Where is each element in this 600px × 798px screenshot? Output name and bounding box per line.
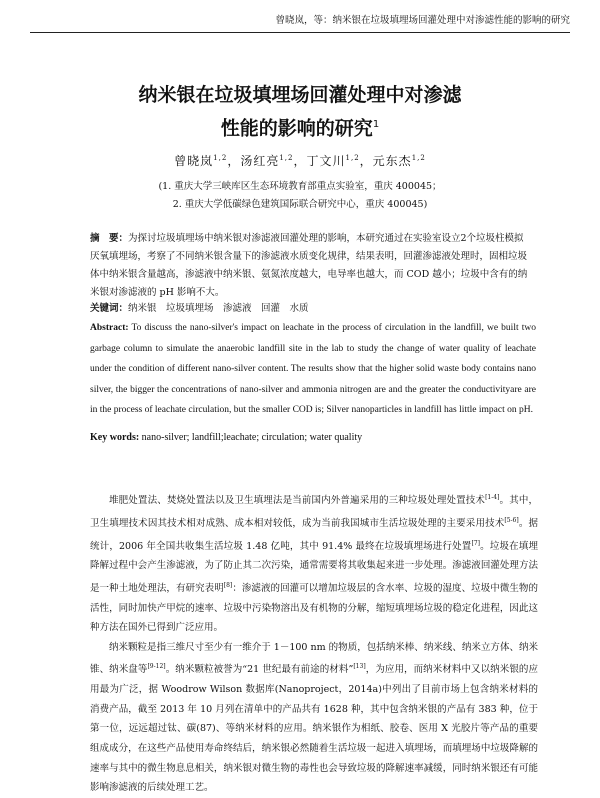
citation-mark: [7] [471, 539, 480, 547]
author-name: 丁文川 [306, 154, 346, 168]
citation-mark: [5-6] [504, 516, 519, 524]
title-line-2 [60, 110, 540, 143]
body-text-run: 堆肥处置法、焚烧处置法以及卫生填埋法是当前国内外普遍采用的三种垃圾处理处置技术 [109, 495, 486, 507]
keywords-chinese [90, 300, 528, 314]
keywords-cn-text: 纳米银 垃圾填埋场 渗滤液 回灌 水质 [128, 303, 309, 314]
keywords-en-label: Key words: [90, 432, 140, 443]
keywords-english [90, 432, 536, 443]
title-line-2-text: 性能的影响的研究 [220, 117, 373, 140]
author-affil-mark: 1,2 [345, 154, 360, 162]
author-list: 曾晓岚$^{1,2}$，汤红亮$^{1,2}$，丁文川$^{1,2}$，元东杰$^{1,2}$ [174, 154, 426, 168]
author-affil-mark: 1,2 [411, 154, 426, 162]
keywords-en-text: nano-silver; landfill;leachate; circulation; water quality [141, 432, 363, 443]
body-text [90, 488, 538, 798]
citation-mark: [13] [353, 663, 366, 671]
body-text-run: ，为应用，而纳米材料中又以纳米银的应用最为广泛，据 Woodrow Wilson 数据库(Nanoproject，2014a)中列出了目前市场上包含纳米材料的消费产品，截至 2013 年 10 月列在清单中的产品共有 1628 种，其中包含纳米银的产品有 383 种，位于第一位，远远超过钛、碳(87)、等纳米材料的应用。纳米银作为相纸、胶卷、医用 X 光胶片等产品的重要组成成分，在这些产品使用寿命终结后，纳米银必然随着生活垃圾一起进入填埋场，而填埋场中垃圾降解的速率与其中的微生物息息相关，纳米银对微生物的毒性也会导致垃圾的降解速率减缓，同时纳米银还有可能影响渗滤液的后续处理工艺。 [90, 664, 538, 794]
keywords-cn-label: 关键词： [90, 303, 129, 314]
author-affil-mark: 1,2 [213, 154, 228, 162]
body-text-run: ：渗滤液的回灌可以增加垃圾层的含水率、垃圾的湿度、垃圾中微生物的活性，同时加快产甲烷的速率、垃圾中污染物溶出及有机物的分解，缩短填埋场垃圾的稳定化进程，因此这种方法在国外已得到广泛应用。 [90, 583, 538, 634]
abstract-en-text: To discuss the nano-silver's impact on leachate in the process of circulation in the landfill, we built two garbage column to simulate the anaerobic landfill site in the lab to study the change of water quality of leachate under the condition of different nano-silver content. The results show that the higher solid waste body contains nano silver, the bigger the concentrations of nano-silver and ammonia nitrogen are and the greater the conductivityare are in the process of leachate circulation, but the smaller COD is; Silver nanoparticles in landfill has little impact on pH. [90, 323, 536, 415]
citation-mark: [9-12] [147, 663, 166, 671]
citation-mark: [8] [223, 581, 233, 589]
abstract-cn-text: 为探讨垃圾填埋场中纳米银对渗滤液回灌处理的影响，本研究通过在实验室设立2个垃圾柱模拟厌氧填埋场，考察了不同纳米银含量下的渗滤液水质变化规律，结果表明，回灌渗滤液处理时，固相垃圾体中纳米银含量越高，渗滤液中纳米银、氨氮浓度越大，电导率也越大，而 COD 越小；垃圾中含有的纳米银对渗滤液的 pH 影响不大。 [90, 233, 528, 298]
paper-title [60, 80, 540, 143]
title-footnote-mark: 1 [372, 119, 380, 130]
body-paragraph [90, 638, 538, 798]
affiliation-2: 2. 重庆大学低碳绿色建筑国际联合研究中心，重庆 400045) [172, 199, 428, 210]
title-line-1: 纳米银在垃圾填埋场回灌处理中对渗滤 [138, 84, 462, 106]
author-name: 汤红亮 [240, 154, 280, 168]
affiliation-1: (1. 重庆大学三峡库区生态环境教育部重点实验室，重庆 400045； [158, 181, 442, 192]
author-name: 曾晓岚 [174, 154, 214, 168]
body-paragraph [90, 488, 538, 638]
body-text-run: 。其中，卫生填埋技术因其技术相对成熟、成本相对较低，成为当前我国城市生活垃圾处理的主要采用技术 [90, 495, 538, 529]
body-text-run: 。据统计，2006 年全国共收集生活垃圾 1.48 亿吨，其中 91.4% 最终在垃圾填埋场进行处置 [90, 517, 538, 552]
body-text-run: 纳米颗粒是指三维尺寸至少有一维介于 1－100 nm 的物质，包括纳米棒、纳米线、纳米立方体、纳米锥、纳米盘等 [90, 641, 538, 676]
running-head: 曾晓岚，等：纳米银在垃圾填埋场回灌处理中对渗滤性能的影响的研究 [30, 10, 570, 33]
author-affil-mark: 1,2 [279, 154, 294, 162]
author-name: 元东杰 [372, 154, 412, 168]
body-text-run: 。垃圾在填埋降解过程中会产生渗滤液，为了防止其二次污染，通常需要将其收集起来进一步处理。渗滤液回灌处理方法是一种土地处理法，有研究表明 [90, 540, 538, 594]
abstract-en-label: Abstract: [90, 323, 129, 333]
abstract-english [90, 318, 536, 421]
body-text-run: 。纳米颗粒被誉为“21 世纪最有前途的材料” [165, 664, 354, 676]
citation-mark: [1-4] [485, 494, 500, 501]
abstract-cn-label: 摘 要： [90, 233, 129, 244]
abstract-chinese [90, 230, 528, 302]
